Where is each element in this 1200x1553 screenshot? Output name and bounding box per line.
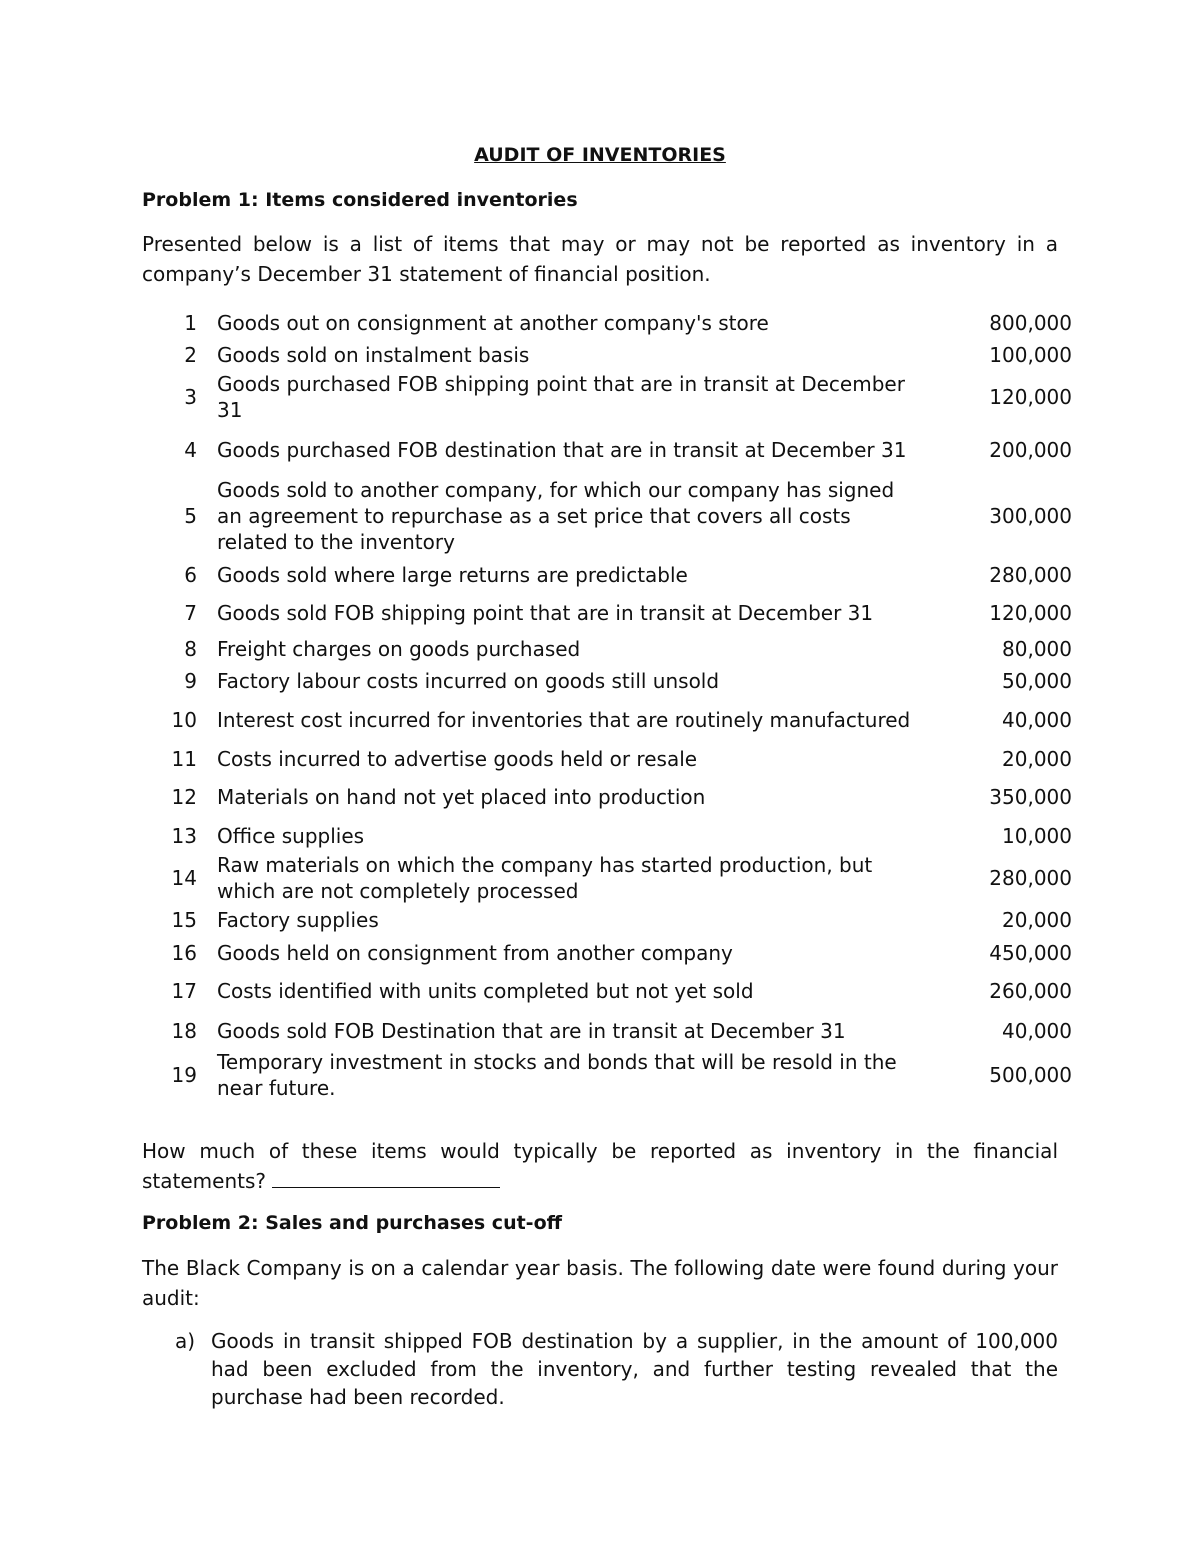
item-number: 9	[184, 669, 197, 693]
item-number: 2	[184, 342, 197, 367]
item-number: 12	[171, 785, 197, 809]
item-amount: 120,000	[989, 384, 1072, 409]
problem1-intro: Presented below is a list of items that may or may not be reported as inventory in a company’s December 31 statement of financial position.	[142, 232, 1058, 286]
item-description: Office supplies	[217, 824, 365, 848]
problem1-question	[142, 1136, 1058, 1196]
table-row	[142, 593, 1072, 633]
item-amount: 200,000	[989, 437, 1072, 462]
item-amount: 800,000	[989, 310, 1072, 335]
item-number: 18	[171, 1018, 197, 1043]
item-description: Factory supplies	[217, 908, 379, 932]
item-number: 16	[171, 940, 197, 965]
item-amount: 280,000	[989, 866, 1072, 890]
item-description: Goods sold FOB shipping point that are in transit at December 31	[217, 601, 874, 625]
item-number: 15	[171, 908, 197, 932]
table-row	[142, 423, 1072, 476]
answer-blank[interactable]	[272, 1167, 500, 1188]
table-row	[142, 476, 1072, 556]
item-amount: 40,000	[1002, 708, 1072, 732]
table-row	[142, 1049, 1072, 1101]
inventory-items-table	[142, 306, 1072, 1101]
item-number: 3	[184, 384, 197, 409]
problem1-heading: Problem 1: Items considered inventories	[142, 189, 578, 211]
item-amount: 50,000	[1002, 669, 1072, 693]
item-number: 5	[184, 504, 197, 528]
table-row	[142, 969, 1072, 1012]
question-text: How much of these items would typically be reported as inventory in the financial statements?	[142, 1139, 1058, 1193]
item-description: Costs identified with units completed but not yet sold	[217, 978, 754, 1003]
item-amount: 500,000	[989, 1063, 1072, 1087]
item-amount: 280,000	[989, 562, 1072, 587]
item-amount: 100,000	[989, 342, 1072, 367]
table-row	[142, 743, 1072, 774]
item-amount: 40,000	[1002, 1018, 1072, 1043]
table-row	[142, 633, 1072, 665]
item-amount: 10,000	[1002, 824, 1072, 848]
item-number: 1	[184, 310, 197, 335]
problem2-heading: Problem 2: Sales and purchases cut-off	[142, 1212, 563, 1234]
item-number: 6	[184, 562, 197, 587]
table-row	[142, 774, 1072, 820]
table-row	[142, 306, 1072, 339]
table-row	[142, 936, 1072, 969]
item-amount: 300,000	[989, 504, 1072, 528]
table-row	[142, 370, 1072, 423]
item-amount: 120,000	[989, 601, 1072, 625]
item-description: Temporary investment in stocks and bonds that will be resold in the near future.	[217, 1050, 897, 1100]
item-description: Raw materials on which the company has started production, but which are not completely processed	[217, 853, 873, 903]
item-number: 11	[171, 746, 197, 771]
table-row	[142, 339, 1072, 370]
item-amount: 20,000	[1002, 908, 1072, 932]
table-row	[142, 820, 1072, 852]
list-item-text: Goods in transit shipped FOB destination by a supplier, in the amount of 100,000 had been excluded from the inventory, and further testing revealed that the purchase had been recorded.	[211, 1329, 1058, 1409]
item-description: Goods held on consignment from another company	[217, 940, 733, 965]
item-amount: 260,000	[989, 978, 1072, 1003]
table-row	[142, 697, 1072, 743]
item-amount: 80,000	[1002, 637, 1072, 661]
item-amount: 350,000	[989, 785, 1072, 809]
item-number: 14	[171, 866, 197, 890]
list-marker: a)	[175, 1329, 196, 1353]
problem2-intro: The Black Company is on a calendar year basis. The following date were found during your audit:	[142, 1256, 1058, 1310]
item-description: Costs incurred to advertise goods held or resale	[217, 746, 698, 771]
item-amount: 20,000	[1002, 746, 1072, 771]
table-row	[142, 904, 1072, 936]
list-item	[175, 1327, 1058, 1411]
table-row	[142, 556, 1072, 593]
table-row	[142, 665, 1072, 697]
item-number: 13	[171, 824, 197, 848]
item-number: 19	[171, 1063, 197, 1087]
item-number: 17	[171, 978, 197, 1003]
item-description: Goods purchased FOB destination that are in transit at December 31	[217, 437, 907, 462]
item-description: Interest cost incurred for inventories that are routinely manufactured	[217, 708, 911, 732]
table-row	[142, 852, 1072, 904]
item-number: 4	[184, 437, 197, 462]
item-description: Factory labour costs incurred on goods still unsold	[217, 669, 720, 693]
item-description: Goods sold where large returns are predictable	[217, 562, 688, 587]
page-title: AUDIT OF INVENTORIES	[474, 144, 726, 166]
item-description: Freight charges on goods purchased	[217, 637, 581, 661]
item-amount: 450,000	[989, 940, 1072, 965]
item-number: 8	[184, 637, 197, 661]
item-description: Goods sold on instalment basis	[217, 342, 530, 367]
item-description: Goods sold to another company, for which our company has signed an agreement to repurchase as a set price that covers all costs related to the inventory	[217, 478, 895, 554]
item-description: Materials on hand not yet placed into production	[217, 785, 706, 809]
item-description: Goods sold FOB Destination that are in transit at December 31	[217, 1018, 846, 1043]
table-row	[142, 1012, 1072, 1049]
item-number: 10	[171, 708, 197, 732]
item-description: Goods purchased FOB shipping point that are in transit at December 31	[217, 371, 905, 422]
item-number: 7	[184, 601, 197, 625]
item-description: Goods out on consignment at another company's store	[217, 310, 769, 335]
